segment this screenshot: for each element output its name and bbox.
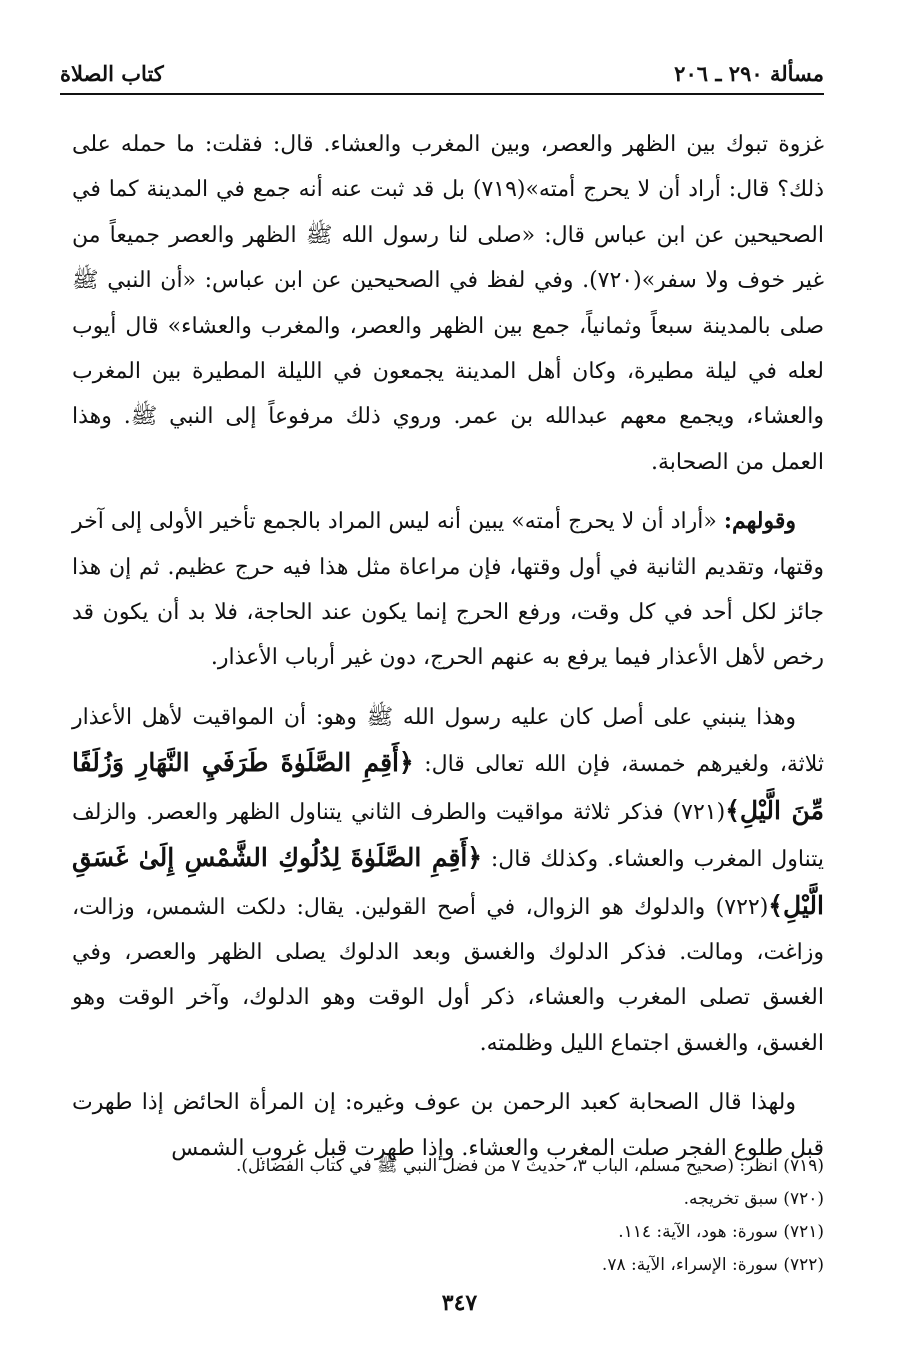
main-text [72,122,824,1171]
quran-verse-2: ﴿أَقِمِ الصَّلَوٰةَ لِدُلُوكِ الشَّمْسِ إِلَىٰ غَسَقِ الَّيْلِ﴾ [72,843,824,920]
paragraph-1: غزوة تبوك بين الظهر والعصر، وبين المغرب والعشاء. قال: فقلت: ما حمله على ذلك؟ قال: أراد أن لا يحرج أمته»(٧١٩) بل قد ثبت عنه أنه جمع في المدينة كما في الصحيحين عن ابن عباس قال: «صلى لنا رسول الله ﷺ الظهر والعصر جميعاً من غير خوف ولا سفر»(٧٢٠). وفي لفظ في الصحيحين عن ابن عباس: «أن النبي ﷺ صلى بالمدينة سبعاً وثمانياً، جمع بين الظهر والعصر، والمغرب والعشاء» قال أيوب لعله في ليلة مطيرة، وكان أهل المدينة يجمعون في الليلة المطيرة بين المغرب والعشاء، ويجمع معهم عبدالله بن عمر. وروي ذلك مرفوعاً إلى النبي ﷺ. وهذا العمل من الصحابة. [72,132,824,475]
paragraph-4: ولهذا قال الصحابة كعبد الرحمن بن عوف وغيره: إن المرأة الحائض إذا طهرت قبل طلوع الفجر صلت المغرب والعشاء. وإذا طهرت قبل غروب الشمس [72,1090,824,1161]
footnote-721: (٧٢١) سورة: هود، الآية: ١١٤. [618,1222,824,1242]
footnote-720: (٧٢٠) سبق تخريجه. [683,1189,824,1209]
running-header [60,55,824,91]
paragraph-3-part-c: (٧٢٢) والدلوك هو الزوال، في أصح القولين. يقال: دلكت الشمس، وزالت، وزاغت، ومالت. فذكر الدلوك والغسق وبعد الدلوك يصلى الظهر والعصر، وفي الغسق تصلى المغرب والعشاء، ذكر أول الوقت وهو الدلوك، وآخر الوقت وهو الغسق، والغسق اجتماع الليل وظلمته. [72,894,824,1056]
book-title: كتاب الصلاة [60,60,164,86]
page-number: ٣٤٧ [441,1290,478,1316]
footnotes [72,1150,824,1282]
paragraph-3-part-b: (٧٢١) فذكر ثلاثة مواقيت والطرف الثاني يتناول الظهر والعصر. والزلف يتناول المغرب والعشاء. وكذلك قال: [72,799,824,873]
header-divider [60,93,824,95]
paragraph-2-lead: وقولهم: [723,508,796,535]
footnote-722: (٧٢٢) سورة: الإسراء، الآية: ٧٨. [601,1255,824,1275]
quran-verse-1: ﴿أَقِمِ الصَّلَوٰةَ طَرَفَيِ النَّهَارِ وَزُلَفًا مِّنَ الَّيْلِ﴾ [72,748,824,825]
paragraph-3-part-a: وهذا ينبني على أصل كان عليه رسول الله ﷺ وهو: أن المواقيت لأهل الأعذار ثلاثة، ولغيرهم خمسة، فإن الله تعالى قال: [72,704,825,778]
issue-number: مسألة ٢٩٠ ـ ٢٠٦ [674,60,824,86]
paragraph-2-text: «أراد أن لا يحرج أمته» يبين أنه ليس المراد بالجمع تأخير الأولى إلى آخر وقتها، وتقديم الثانية في أول وقتها، فإن مراعاة مثل هذا فيه حرج عظيم. ثم إن هذا جائز لكل أحد في كل وقت، ورفع الحرج إنما يكون عند الحاجة، فلا بد أن يكون قد رخص لأهل الأعذار فيما يرفع به عنهم الحرج، دون غير أرباب الأعذار. [72,509,824,671]
footnote-719: (٧١٩) انظر: (صحيح مسلم، الباب ٣، حديث ٧ من فضل النبي ﷺ في كتاب الفضائل). [236,1156,824,1176]
paragraph-2 [72,499,824,681]
paragraph-3 [72,695,824,1066]
